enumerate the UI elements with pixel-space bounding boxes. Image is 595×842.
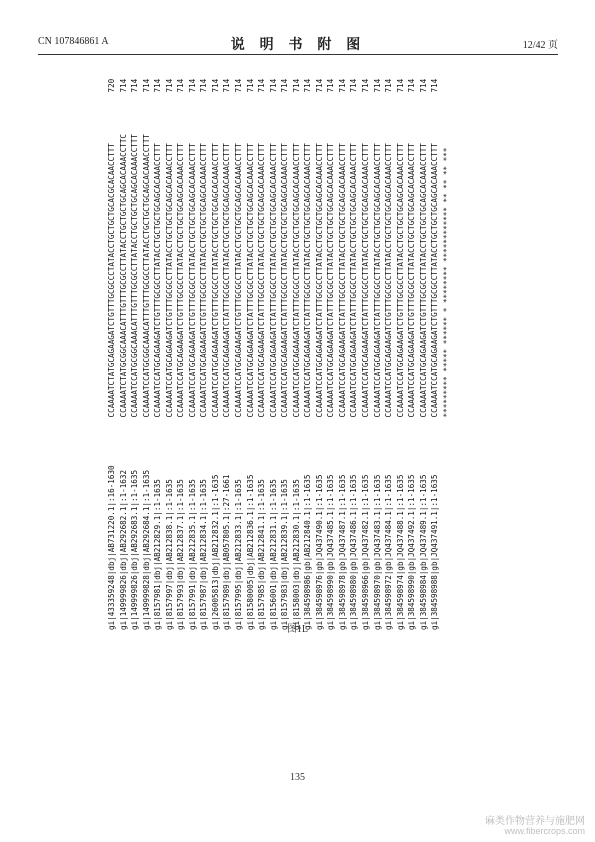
sequence-id: gi|384598974|gb|JQ437488.1|:1-1635 (395, 474, 405, 630)
sequence-id: gi|384598970|gb|JQ437483.1|:1-1635 (372, 474, 382, 630)
alignment-row (175, 70, 187, 630)
alignment-row (314, 70, 326, 630)
position-number: 714 (153, 78, 163, 93)
position-number: 714 (418, 78, 428, 93)
alignment-row (302, 70, 314, 630)
alignment-table (106, 70, 452, 630)
sequence-text: CCAAAATCCATGCAGAAGATCTATTTGCGCCTTATACCTGCTGCTGCAGCACAAACCTTT (268, 143, 278, 418)
sequence-id: gi|384598966|gb|JQ437482.1|:1-1635 (361, 474, 371, 630)
position-number: 714 (176, 78, 186, 93)
alignment-row (256, 70, 268, 630)
sequence-text: CCAAAATCCATGCAGAAGATCTGTTTGCGCCTTATACCTGCTGCTGCAGCACAAACCTTT (407, 143, 417, 418)
position-number: 714 (384, 78, 394, 93)
alignment-row (210, 70, 222, 630)
sequence-text: CCAAAATCTATGCAGAAGATCTGTTTGCGCCCTATACCTGCTGCTGCACGCACAACCTTT (107, 143, 116, 418)
position-number: 714 (118, 78, 128, 93)
sequence-text: CCAAAATCCATGCAGAAGATCTATTTGCGCCTTATACCTGCTGCTGCAGCACAAACCTTT (361, 143, 371, 418)
alignment-row (383, 70, 395, 630)
sequence-text: CCAAAATCCATGCGGCAAACATTTGTTTGCGCCTTATACCTGCTGCTGCAGCACAAACCTTT (141, 134, 151, 418)
alignment-row (360, 70, 372, 630)
sequence-id: gi|149999828|dbj|AB292684.1|:1-1635 (141, 469, 151, 630)
position-number: 714 (314, 78, 324, 93)
sequence-id: gi|8157981|dbj|AB212829.1|:1-1635 (153, 479, 163, 630)
sequence-id: gi|384598988|gb|JQ437491.1|:1-1635 (430, 474, 440, 630)
header-divider (38, 54, 558, 55)
position-number: 714 (372, 78, 382, 93)
sequence-text: CCAAAATCCATGCAGAAGATCTATTTGCGCCTTATACCTGCTGCTGCAGCACAAACCTTT (372, 143, 382, 418)
alignment-row (152, 70, 164, 630)
sequence-text: CCAAAATCCATGCAGAAGATCTGTTTGCGCCTTATACCTGCTGCTGCAGCACAAACCTTT (187, 143, 197, 418)
sequence-text: CCAAAATCCATGCAGAAGATCTATTTGCGCCTTATACCTGCTGCTGCAGCACAAACCTTT (291, 143, 301, 418)
alignment-row (418, 70, 430, 630)
sequence-text: CCAAAATCCATGCAGAAGATCTGTTTGCGCCTTATACCTGCTGCTGCAGCACAAACCTTT (418, 143, 428, 418)
consensus-spacer (441, 417, 453, 630)
position-number: 714 (337, 78, 347, 93)
sequence-id: gi|8158003|dbj|AB212830.1|:1-1635 (291, 479, 301, 630)
sequence-id: gi|384598980|gb|JQ437486.1|:1-1635 (349, 474, 359, 630)
sequence-text: CCAAAATCCATGCAGAAGATCTATTTGCGCCTTATACCTGCTGCTGCAGCACAAACCTTT (222, 143, 232, 418)
position-number: 714 (210, 78, 220, 93)
position-number: 714 (430, 78, 440, 93)
sequence-id: gi|384598976|gb|JQ437490.1|:1-1635 (314, 474, 324, 630)
sequence-id: gi|384598972|gb|JQ437484.1|:1-1635 (384, 474, 394, 630)
alignment-row (395, 70, 407, 630)
alignment-row (129, 70, 141, 630)
page-info: 12/42 页 (522, 40, 558, 51)
position-number: 714 (234, 78, 244, 93)
position-number: 714 (130, 78, 140, 93)
position-number: 714 (291, 78, 301, 93)
alignment-row (291, 70, 303, 630)
sequence-text: CCAAAATCCATGCAGAAGATCTGTTTGCGCCTTATACCTGCTGCTGCAGCACAAACCTTT (395, 143, 405, 418)
sequence-text: CCAAAATCCATGCAGAAGATCTGTTTGCGCCTTATACCTGCTGCTGCAGCACAAACCTTT (430, 143, 440, 418)
sequence-text: CCAAAATCCATGCAGAAGATCTATTTGCGCCTTATACCTGCTGCTGCAGCACAAACCTTT (257, 143, 267, 418)
position-number: 714 (222, 78, 232, 93)
alignment-row (106, 70, 118, 630)
sequence-id: gi|81580005|dbj|AB212836.1|:1-1635 (245, 474, 255, 630)
sequence-text: CCAAAATCCATGCAGAAGATCTGTTTGCGCCTTATACCTGCTGCTGCAGCACAAACCTTT (234, 143, 244, 418)
alignment-row (233, 70, 245, 630)
page-number: 135 (290, 772, 305, 783)
sequence-text: CCAAAATCCATGCAGAAGATCTGTTTGCGCCTTATACCTGCTGCTGCAGCACAAACCTTT (153, 143, 163, 418)
sequence-id: gi|149999826|dbj|AB292682.1|:1-1632 (118, 469, 128, 630)
sequence-id: gi|8157983|dbj|AB212839.1|:1-1635 (280, 479, 290, 630)
position-number: 714 (199, 78, 209, 93)
alignment-body (106, 70, 452, 630)
position-number: 714 (407, 78, 417, 93)
sequence-text: CCAAAATCCATGCGGCAAACATTTGTTTGCGCCTTATACCTGCTGCTGCAGCACAAACCTTT (130, 134, 140, 418)
sequence-text: CCAAAATCCATGCAGAAGATCTATTTGCGCCTTATACCTGCTGCTGCAGCACAAACCTTT (314, 143, 324, 418)
sequence-id: gi|384598984|gb|JQ437489.1|:1-1635 (418, 474, 428, 630)
sequence-text: CCAAAATCCATGCAGAAGATCTGTTTGCGCCTTATACCTGCTGCTGCAGCACAAACCTTT (164, 143, 174, 418)
position-number: 714 (245, 78, 255, 93)
sequence-text: CCAAAATCCATGCAGAAGATCTATTTGCGCCTTATACCTGCTGCTGCAGCACAAACCTTT (245, 143, 255, 418)
sequence-id: gi|384598986|gb|AB212840.1|:1-1635 (303, 474, 313, 630)
alignment-row (221, 70, 233, 630)
sequence-id: gi|384598990|gb|JQ437485.1|:1-1635 (326, 474, 336, 630)
sequence-text: CCAAAATCCATGCAGAAGATCTGTTTGCGCCTTATACCTGCTGCTGCAGCACAAACCTTT (210, 143, 220, 418)
figure-caption: 图1L (286, 624, 309, 635)
sequence-id: gi|8157991|dbj|AB212835.1|:1-1635 (187, 479, 197, 630)
alignment-row (268, 70, 280, 630)
alignment-row (279, 70, 291, 630)
position-number: 714 (280, 78, 290, 93)
sequence-id: gi|149999826|dbj|AB292683.1|:1-1635 (130, 469, 140, 630)
alignment-row (118, 70, 130, 630)
position-number: 714 (395, 78, 405, 93)
position-number: 714 (164, 78, 174, 93)
sequence-id: gi|8157985|dbj|AB212841.1|:1-1635 (257, 479, 267, 630)
sequence-id: gi|384598990|gb|JQ437492.1|:1-1635 (407, 474, 417, 630)
sequence-text: CCAAAATCCATGCAGAAGATCTATTTGCGCCTTATACCTGCTGCTGCAGCACAAACCTTT (326, 143, 336, 418)
sequence-text: CCAAAATCCATGCAGAAGATCTGTTTGCGCCTTATACCTGCTGCTGCAGCACAAACCTTT (384, 143, 394, 418)
sequence-id: gi|8157987|dbj|AB212834.1|:1-1635 (199, 479, 209, 630)
position-number: 714 (141, 78, 151, 93)
patent-number: CN 107846861 A (38, 36, 109, 47)
sequence-text: CCAAAATCCATGCAGAAGATCTGTTTGCGCCTTATACCTGCTGCTGCAGCACAAACCTTT (176, 143, 186, 418)
watermark-url: www.fibercrops.com (504, 826, 585, 836)
sequence-id: gi|8156001|dbj|AB212831.1|:1-1635 (268, 479, 278, 630)
position-number: 720 (107, 78, 116, 93)
alignment-row (245, 70, 257, 630)
sequence-text: CCAAAATCCATGCAGAAGATCTATTTGCGCCTTATACCTGCTGCTGCAGCACAAACCTTT (303, 143, 313, 418)
position-number: 714 (268, 78, 278, 93)
page-title: 说 明 书 附 图 (230, 37, 366, 53)
sequence-id: gi|8157997|dbj|AB212838.1|:1-1635 (164, 479, 174, 630)
sequence-id: gi|8157993|dbj|AB212837.1|:1-1635 (176, 479, 186, 630)
position-number: 714 (361, 78, 371, 93)
alignment-row (337, 70, 349, 630)
position-number: 714 (187, 78, 197, 93)
page-header (38, 34, 558, 53)
position-number: 714 (303, 78, 313, 93)
sequence-id: gi|26005813|dbj|AB212832.1|:1-1635 (210, 474, 220, 630)
alignment-row (164, 70, 176, 630)
watermark-text: 麻类作物营养与施肥网 (485, 816, 585, 827)
sequence-id: gi|8157995|dbj|AB212833.1|:1-1635 (234, 479, 244, 630)
alignment-row (429, 70, 441, 630)
sequence-text: CCAAAATCCATGCAGAAGATCTATTTGCGCCTTATACCTGCTGCTGCAGCACAAACCTTT (349, 143, 359, 418)
consensus-stars: ********* ***** ****** * ******** ************ ** ** ** *** (441, 147, 451, 418)
alignment-row (348, 70, 360, 630)
alignment-row (187, 70, 199, 630)
sequence-text: CCAAAATCCATGCAGAAGATCTGTTTGCGCCTTATACCTGCTGCTGCAGCACAAACCTTT (199, 143, 209, 418)
sequence-text: CCAAAATCCATGCAGAAGATCTATTTGCGCCTTATACCTGCTGCTGCAGCACAAACCTTT (337, 143, 347, 418)
position-number: 714 (349, 78, 359, 93)
alignment-row (141, 70, 153, 630)
position-number: 714 (326, 78, 336, 93)
sequence-text: CCAAAATCCATGCAGAAGATCTATTTGCGCCTTATACCTGCTGCTGCAGCACAAACCTTT (280, 143, 290, 418)
alignment-row (325, 70, 337, 630)
alignment-row (406, 70, 418, 630)
sequence-id: gi|384598978|gb|JQ437487.1|:1-1635 (337, 474, 347, 630)
sequence-id: gi|433359248|dbj|AB731220.1|:16-1630 (107, 465, 116, 630)
sequence-id: gi|8157989|dbj|AB057805.1|:27-1661 (222, 474, 232, 630)
consensus-row (441, 70, 453, 630)
alignment-row (198, 70, 210, 630)
sequence-text: CCAAAATCTATGCGGCAAACATTTGTTTGCGCCTTATACCTGCTGCTGCAGCACAAACCTTC (118, 134, 128, 418)
position-number: 714 (257, 78, 267, 93)
alignment-row (372, 70, 384, 630)
